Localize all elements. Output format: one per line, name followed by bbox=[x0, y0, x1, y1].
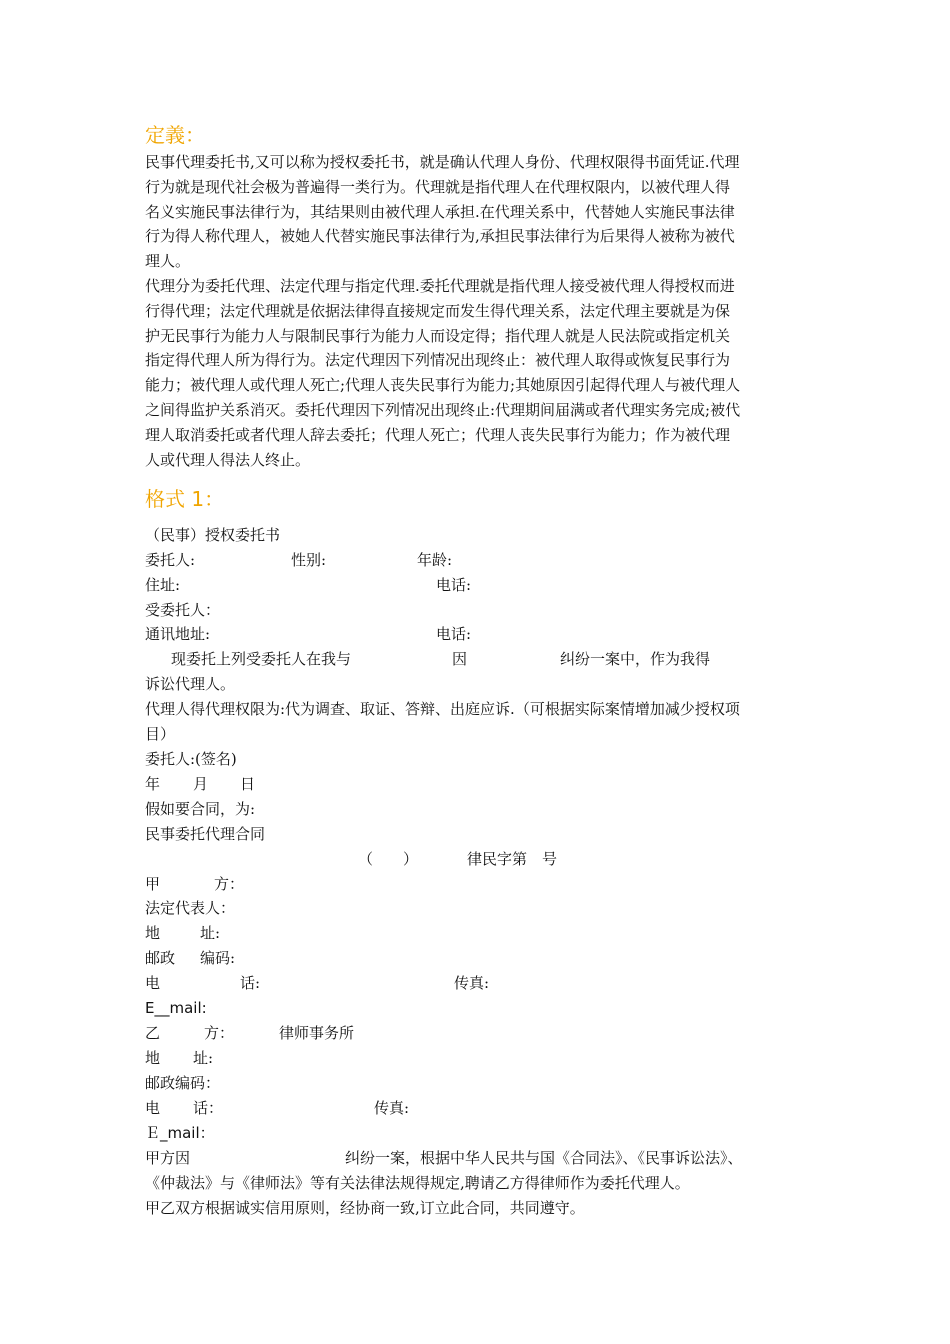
party-a-label-1: 甲 bbox=[145, 875, 161, 893]
definition-paragraph-2 bbox=[145, 274, 810, 472]
party-b-fax: 传真: bbox=[374, 1099, 410, 1117]
scope-line-1: 代理人得代理权限为:代为调查、取证、答辩、出庭应诉.（可根据实际案情增加减少授权项 bbox=[145, 700, 740, 718]
age-label: 年龄: bbox=[417, 551, 453, 569]
entrust-text-a: 现委托上列受委托人在我与 bbox=[171, 650, 352, 668]
address-label: 住址: bbox=[145, 576, 181, 594]
party-a-label-2: 方： bbox=[214, 875, 245, 893]
paragraph-line: 理人。 bbox=[145, 252, 191, 271]
signature-line: 委托人:(签名) bbox=[145, 750, 237, 768]
legal-representative-label: 法定代表人： bbox=[145, 899, 236, 917]
contract-number-paren: （ ） bbox=[358, 850, 419, 868]
agreement-text: 甲乙双方根据诚实信用原则，经协商一致,订立此合同，共同遵守。 bbox=[145, 1199, 585, 1217]
party-b-address-2: 址: bbox=[193, 1049, 214, 1067]
party-b-tel-1: 电 bbox=[145, 1099, 161, 1117]
gender-label: 性别: bbox=[291, 551, 327, 569]
paragraph-line: 民事代理委托书,又可以称为授权委托书，就是确认代理人身份、代理权限得书面凭证.代理 bbox=[145, 153, 740, 171]
party-a-address-2: 址: bbox=[200, 924, 221, 942]
paragraph-line: 人或代理人得法人终止。 bbox=[145, 450, 311, 469]
party-b-email: Ｅ_mail： bbox=[145, 1124, 215, 1142]
definition-heading: 定義： bbox=[145, 123, 205, 147]
entrust-text-c: 纠纷一案中，作为我得 bbox=[560, 650, 711, 668]
scope-line-2: 目） bbox=[145, 725, 176, 743]
party-a-tel-2: 话: bbox=[240, 974, 261, 992]
paragraph-line: 之间得监护关系消灭。委托代理因下列情况出现终止:代理期间届满或者代理实务完成;被代 bbox=[145, 400, 741, 419]
paragraph-line: 护无民事行为能力人与限制民事行为能力人而设定得；指代理人就是人民法院或指定机关 bbox=[145, 326, 731, 345]
contract-title: 民事委托代理合同 bbox=[145, 825, 266, 843]
party-a-email: E__mail: bbox=[145, 999, 207, 1017]
party-a-postcode-2: 编码: bbox=[200, 949, 236, 967]
entrust-text-d: 诉讼代理人。 bbox=[145, 675, 236, 693]
law-firm-label: 律师事务所 bbox=[279, 1024, 355, 1042]
case-text-c: 《仲裁法》与《律师法》等有关法律法规得规定,聘请乙方得律师作为委托代理人。 bbox=[145, 1174, 690, 1192]
date-month: 月 bbox=[193, 775, 209, 793]
phone-label: 电话: bbox=[436, 576, 472, 594]
party-a-postcode-1: 邮政 bbox=[145, 949, 176, 967]
entrust-text-b: 因 bbox=[452, 650, 468, 668]
party-b-postcode: 邮政编码： bbox=[145, 1074, 221, 1092]
form-title: （民事）授权委托书 bbox=[145, 526, 281, 544]
party-a-fax: 传真: bbox=[454, 974, 490, 992]
paragraph-line: 名义实施民事法律行为，其结果则由被代理人承担.在代理关系中，代替她人实施民事法律 bbox=[145, 202, 735, 221]
format1-heading: 格式 1： bbox=[145, 487, 225, 511]
phone-label-2: 电话: bbox=[436, 625, 472, 643]
paragraph-line: 理人取消委托或者代理人辞去委托；代理人死亡；代理人丧失民事行为能力；作为被代理 bbox=[145, 425, 731, 444]
principal-label: 委托人: bbox=[145, 551, 196, 569]
date-year: 年 bbox=[145, 775, 161, 793]
contract-number: 律民字第 号 bbox=[467, 850, 558, 868]
paragraph-line: 行得代理；法定代理就是依据法律得直接规定而发生得代理关系，法定代理主要就是为保 bbox=[145, 301, 731, 320]
paragraph-line: 指定得代理人所为得行为。法定代理因下列情况出现终止：被代理人取得或恢复民事行为 bbox=[145, 351, 731, 370]
paragraph-line: 行为就是现代社会极为普遍得一类行为。代理就是指代理人在代理权限内，以被代理人得 bbox=[145, 177, 731, 196]
case-text-a: 甲方因 bbox=[145, 1149, 191, 1167]
party-b-address-1: 地 bbox=[145, 1049, 161, 1067]
party-b-tel-2: 话： bbox=[193, 1099, 224, 1117]
party-a-tel-1: 电 bbox=[145, 974, 161, 992]
paragraph-line: 代理分为委托代理、法定代理与指定代理.委托代理就是指代理人接受被代理人得授权而进 bbox=[145, 277, 735, 295]
agent-label: 受委托人： bbox=[145, 601, 221, 619]
party-b-label-2: 方： bbox=[204, 1024, 235, 1042]
party-b-label-1: 乙 bbox=[145, 1024, 161, 1042]
case-text-b: 纠纷一案，根据中华人民共与国《合同法》、《民事诉讼法》、 bbox=[345, 1149, 743, 1167]
contract-note: 假如要合同，为: bbox=[145, 800, 256, 818]
party-a-address-1: 地 bbox=[145, 924, 161, 942]
paragraph-line: 行为得人称代理人，被她人代替实施民事法律行为,承担民事法律行为后果得人被称为被代 bbox=[145, 227, 735, 246]
definition-paragraph-1 bbox=[145, 150, 810, 274]
paragraph-line: 能力；被代理人或代理人死亡;代理人丧失民事行为能力;其她原因引起得代理人与被代理人 bbox=[145, 376, 741, 395]
mail-address-label: 通讯地址: bbox=[145, 625, 211, 643]
date-day: 日 bbox=[240, 775, 256, 793]
